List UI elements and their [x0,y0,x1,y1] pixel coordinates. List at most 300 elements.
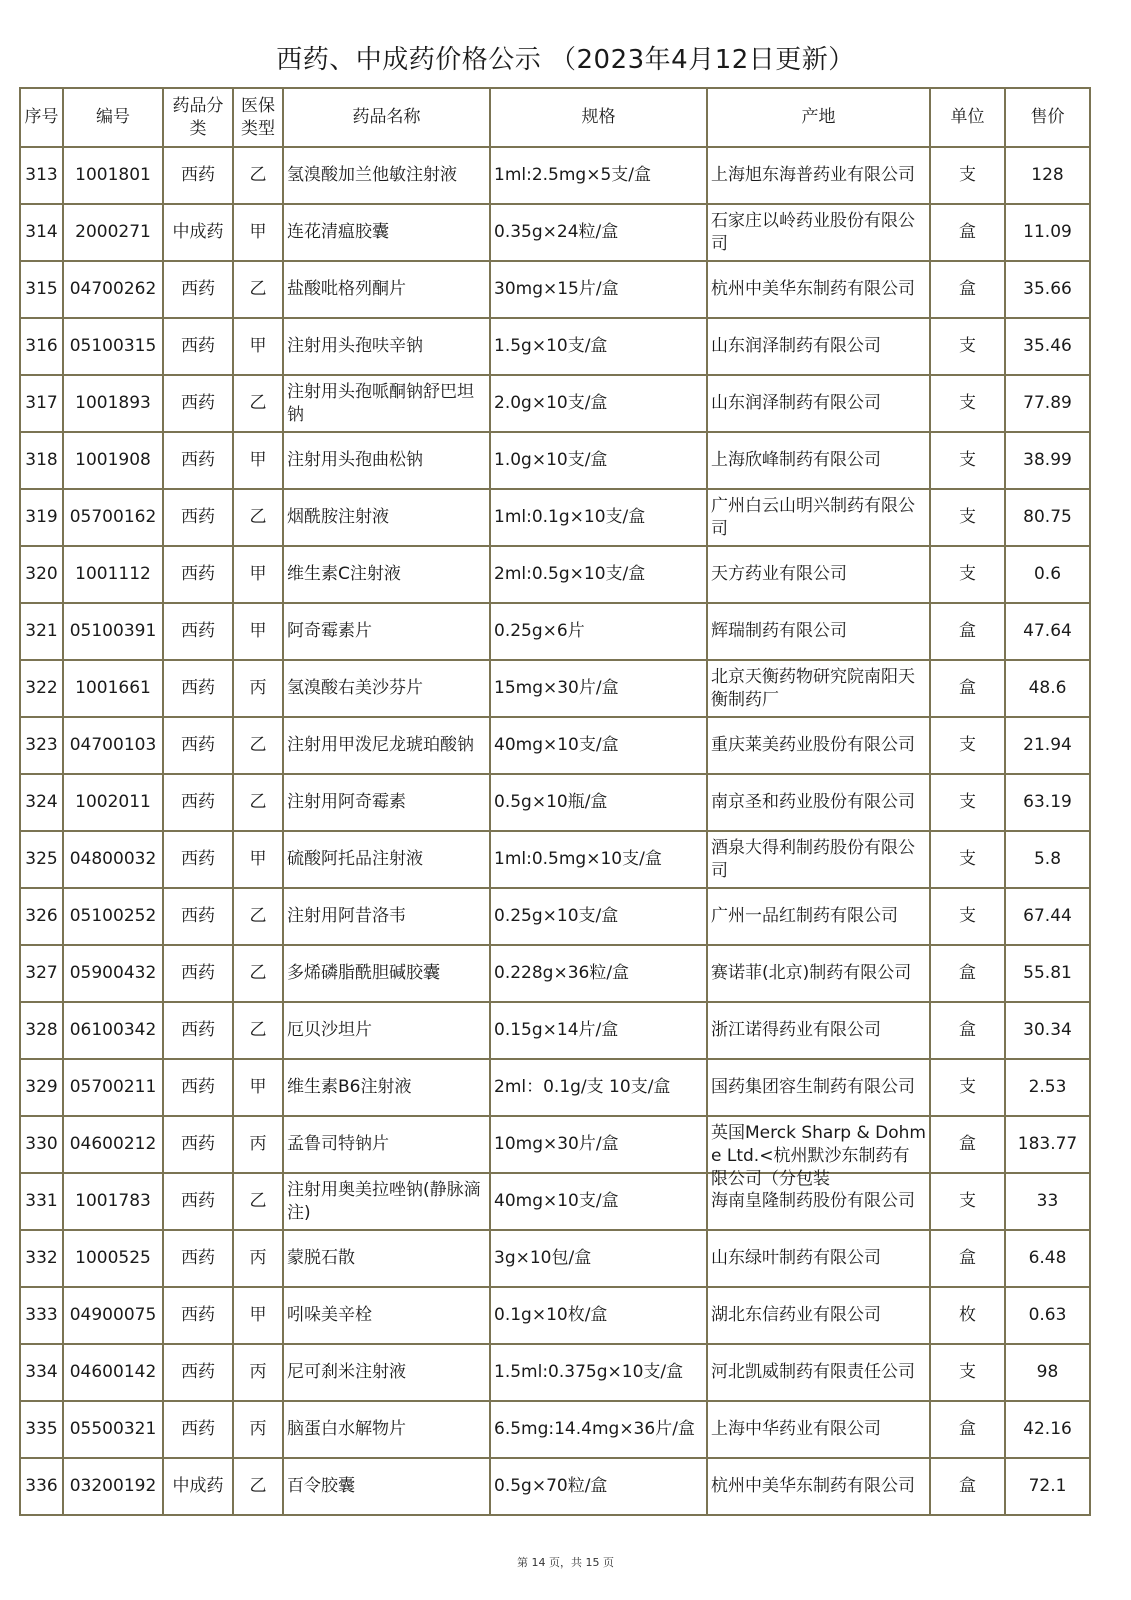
col-price-text: 21.94 [1023,735,1072,755]
col-spec [490,603,707,660]
col-unit [930,774,1005,831]
col-price [1005,1230,1090,1287]
table-header [20,88,1090,147]
col-index [20,432,63,489]
col-drug-name-text: 百令胶囊 [287,1476,355,1496]
col-origin [707,147,930,204]
col-insurance [233,261,283,318]
col-origin [707,261,930,318]
col-price-text: 0.6 [1033,564,1062,584]
table-row [20,318,1090,375]
table-row [20,717,1090,774]
col-origin-text: 湖北东信药业有限公司 [711,1305,881,1325]
col-origin [707,432,930,489]
col-unit-text: 支 [959,450,976,470]
col-unit [930,945,1005,1002]
col-code-text: 05700162 [69,507,157,527]
col-spec [490,1344,707,1401]
table-row [20,1230,1090,1287]
col-unit-text: 支 [959,906,976,926]
col-code-text: 04700262 [69,279,157,299]
col-origin [707,603,930,660]
col-price-text: 98 [1036,1362,1059,1382]
col-price-text: 35.66 [1023,279,1072,299]
col-insurance-text: 甲 [249,336,267,356]
col-code [63,1458,163,1515]
col-index-text: 326 [25,906,58,926]
col-origin [707,1287,930,1344]
col-index-text: 316 [25,336,58,356]
col-price-text: 48.6 [1028,678,1067,698]
col-category-text: 西药 [181,963,215,983]
col-code [63,1002,163,1059]
col-insurance-text: 乙 [249,507,267,527]
col-price [1005,1344,1090,1401]
col-index [20,831,63,888]
col-code [63,1173,163,1230]
col-origin [707,717,930,774]
col-unit [930,1344,1005,1401]
col-drug-name [283,1059,490,1116]
col-origin-text: 海南皇隆制药股份有限公司 [711,1191,915,1211]
col-insurance [233,204,283,261]
col-category-text: 西药 [181,165,215,185]
col-price [1005,888,1090,945]
col-category [163,1401,233,1458]
col-spec-text: 1.5g×10支/盒 [494,336,608,356]
table-row [20,1002,1090,1059]
col-spec-text: 15mg×30片/盒 [494,678,619,698]
col-insurance-text: 甲 [249,621,267,641]
col-price [1005,1173,1090,1230]
page-footer: 第 14 页，共 15 页 [517,1556,614,1569]
col-unit [930,1173,1005,1230]
col-origin-text: 山东润泽制药有限公司 [711,393,881,413]
col-index-text: 319 [25,507,58,527]
col-price [1005,1059,1090,1116]
col-price-text: 80.75 [1023,507,1072,527]
col-category [163,774,233,831]
col-unit-text: 支 [959,849,976,869]
col-drug-name [283,945,490,1002]
col-index [20,1344,63,1401]
col-unit-text: 盒 [959,279,976,299]
col-price-text: 2.53 [1028,1077,1067,1097]
col-code [63,147,163,204]
col-origin [707,1458,930,1515]
col-unit [930,1458,1005,1515]
col-spec-text: 0.1g×10枚/盒 [494,1305,608,1325]
table-row [20,546,1090,603]
col-price [1005,1002,1090,1059]
col-price [1005,660,1090,717]
col-category-text: 西药 [181,1134,215,1154]
col-insurance-text: 甲 [249,450,267,470]
col-spec [490,717,707,774]
col-unit [930,1002,1005,1059]
table-row [20,204,1090,261]
col-index [20,1458,63,1515]
col-code-text: 05100315 [69,336,157,356]
col-code-text: 1001783 [75,1191,151,1211]
col-insurance [233,660,283,717]
col-insurance-text: 丙 [249,1134,267,1154]
col-drug-name-text: 注射用阿奇霉素 [287,792,406,812]
col-drug-name [283,660,490,717]
col-insurance [233,432,283,489]
col-origin-text: 辉瑞制药有限公司 [711,621,847,641]
col-insurance-text: 丙 [249,678,267,698]
col-unit-text: 支 [959,1191,976,1211]
col-insurance [233,1059,283,1116]
col-price-text: 77.89 [1023,393,1072,413]
col-insurance [233,831,283,888]
col-category-text: 西药 [181,1020,215,1040]
col-drug-name-text: 蒙脱石散 [287,1248,355,1268]
col-price [1005,261,1090,318]
col-unit-text: 盒 [959,1134,976,1154]
col-price [1005,603,1090,660]
col-drug-name-text: 注射用甲泼尼龙琥珀酸钠 [287,735,474,755]
col-drug-name [283,1116,490,1173]
col-spec-text: 40mg×10支/盒 [494,1191,619,1211]
col-category-text: 西药 [181,621,215,641]
col-unit [930,603,1005,660]
table-row [20,1401,1090,1458]
col-origin [707,831,930,888]
header-col-category: 药品分类 [163,88,233,147]
col-spec [490,147,707,204]
col-spec-text: 1.5ml:0.375g×10支/盒 [494,1362,684,1382]
col-category-text: 西药 [181,1362,215,1382]
col-price [1005,546,1090,603]
col-origin-text: 天方药业有限公司 [711,564,847,584]
col-unit-text: 盒 [959,621,976,641]
col-insurance-text: 甲 [249,564,267,584]
col-index-text: 331 [25,1191,58,1211]
table-row [20,888,1090,945]
col-unit-text: 支 [959,1362,976,1382]
col-category-text: 西药 [181,450,215,470]
col-price-text: 11.09 [1023,222,1072,242]
col-category [163,375,233,432]
col-category [163,603,233,660]
col-price [1005,1116,1090,1173]
col-code [63,318,163,375]
col-unit-text: 枚 [959,1305,976,1325]
col-index [20,1230,63,1287]
col-drug-name-text: 氢溴酸右美沙芬片 [287,678,423,698]
col-origin [707,774,930,831]
col-category [163,888,233,945]
col-index [20,660,63,717]
col-index-text: 320 [25,564,58,584]
col-unit [930,318,1005,375]
col-drug-name-text: 尼可刹米注射液 [287,1362,406,1382]
col-origin-text: 国药集团容生制药有限公司 [711,1077,915,1097]
col-spec [490,1230,707,1287]
col-insurance [233,1401,283,1458]
col-index [20,1401,63,1458]
col-index-text: 313 [25,165,58,185]
table-row [20,945,1090,1002]
table-row [20,774,1090,831]
col-unit [930,1059,1005,1116]
col-spec [490,888,707,945]
col-origin [707,375,930,432]
col-category [163,660,233,717]
col-drug-name [283,318,490,375]
col-price-text: 0.63 [1028,1305,1067,1325]
col-insurance-text: 乙 [249,906,267,926]
col-origin-text: 山东绿叶制药有限公司 [711,1248,881,1268]
col-drug-name [283,603,490,660]
col-unit [930,660,1005,717]
col-origin [707,318,930,375]
col-index [20,546,63,603]
col-category [163,204,233,261]
col-insurance-text: 甲 [249,1077,267,1097]
col-index [20,1059,63,1116]
col-insurance [233,546,283,603]
col-origin-text: 石家庄以岭药业股份有限公司 [711,210,915,254]
col-origin-text: 广州白云山明兴制药有限公司 [711,495,915,539]
col-spec-text: 1ml:2.5mg×5支/盒 [494,165,652,185]
col-insurance [233,1344,283,1401]
col-code [63,774,163,831]
table-row [20,375,1090,432]
col-insurance [233,1116,283,1173]
col-category-text: 西药 [181,507,215,527]
col-code-text: 1000525 [75,1248,151,1268]
col-spec [490,774,707,831]
col-drug-name-text: 烟酰胺注射液 [287,507,389,527]
col-unit-text: 支 [959,564,976,584]
col-spec [490,1059,707,1116]
col-code [63,1059,163,1116]
col-unit-text: 盒 [959,678,976,698]
col-code [63,204,163,261]
col-origin [707,1059,930,1116]
col-origin-text: 上海中华药业有限公司 [711,1419,881,1439]
col-price-text: 67.44 [1023,906,1072,926]
col-category-text: 西药 [181,792,215,812]
col-category-text: 西药 [181,735,215,755]
col-spec-text: 0.35g×24粒/盒 [494,222,619,242]
col-origin-text: 山东润泽制药有限公司 [711,336,881,356]
col-category-text: 西药 [181,1191,215,1211]
col-spec-text: 40mg×10支/盒 [494,735,619,755]
col-category-text: 西药 [181,906,215,926]
col-index [20,1002,63,1059]
table-body [20,147,1090,1515]
col-drug-name [283,1344,490,1401]
col-origin-text: 广州一品红制药有限公司 [711,906,898,926]
col-origin [707,204,930,261]
col-code-text: 05500321 [69,1419,157,1439]
col-insurance-text: 丙 [249,1362,267,1382]
col-spec [490,1287,707,1344]
col-unit [930,1287,1005,1344]
col-price [1005,717,1090,774]
col-code-text: 04800032 [69,849,157,869]
col-index-text: 332 [25,1248,58,1268]
col-price-text: 47.64 [1023,621,1072,641]
header-col-insurance: 医保类型 [233,88,283,147]
col-insurance-text: 甲 [249,1305,267,1325]
col-index-text: 336 [25,1476,58,1496]
col-price [1005,1287,1090,1344]
col-unit [930,1401,1005,1458]
col-insurance-text: 乙 [249,1191,267,1211]
col-drug-name-text: 吲哚美辛栓 [287,1305,372,1325]
col-price-text: 6.48 [1028,1248,1067,1268]
col-insurance-text: 甲 [249,849,267,869]
table-row [20,261,1090,318]
col-spec-text: 3g×10包/盒 [494,1248,592,1268]
col-category-text: 中成药 [172,222,224,242]
col-code [63,1287,163,1344]
col-index-text: 321 [25,621,58,641]
col-index-text: 328 [25,1020,58,1040]
header-col-price: 售价 [1005,88,1090,147]
col-code-text: 1001661 [75,678,151,698]
col-index-text: 315 [25,279,58,299]
col-code [63,432,163,489]
header-col-drug-name: 药品名称 [283,88,490,147]
col-index-text: 317 [25,393,58,413]
col-origin [707,1002,930,1059]
col-index [20,1173,63,1230]
col-drug-name [283,831,490,888]
col-insurance-text: 乙 [249,792,267,812]
col-unit [930,546,1005,603]
col-spec [490,318,707,375]
col-drug-name [283,1401,490,1458]
col-price [1005,945,1090,1002]
col-category-text: 西药 [181,564,215,584]
col-origin [707,945,930,1002]
col-drug-name-text: 阿奇霉素片 [287,621,372,641]
table-row [20,1059,1090,1116]
col-insurance-text: 丙 [249,1248,267,1268]
col-spec [490,1002,707,1059]
col-index-text: 330 [25,1134,58,1154]
col-origin-text: 英国Merck Sharp & Dohme Ltd.<杭州默沙东制药有限公司（分包装 [711,1122,926,1189]
table-row [20,1116,1090,1173]
col-category [163,831,233,888]
col-index-text: 334 [25,1362,58,1382]
table-row [20,489,1090,546]
col-code [63,717,163,774]
col-unit [930,261,1005,318]
col-spec [490,375,707,432]
col-category [163,1230,233,1287]
col-insurance [233,774,283,831]
col-code-text: 1001801 [75,165,151,185]
header-col-unit: 单位 [930,88,1005,147]
col-category [163,1059,233,1116]
col-origin [707,1401,930,1458]
col-insurance [233,1458,283,1515]
col-category-text: 中成药 [172,1476,224,1496]
col-code-text: 2000271 [75,222,151,242]
col-drug-name-text: 厄贝沙坦片 [287,1020,372,1040]
col-category-text: 西药 [181,336,215,356]
header-col-spec: 规格 [490,88,707,147]
col-insurance [233,945,283,1002]
col-code [63,1401,163,1458]
col-unit-text: 支 [959,792,976,812]
col-code-text: 04600142 [69,1362,157,1382]
col-drug-name [283,1002,490,1059]
col-code [63,1116,163,1173]
col-unit [930,888,1005,945]
col-index-text: 318 [25,450,58,470]
col-unit [930,1230,1005,1287]
col-price [1005,318,1090,375]
col-unit [930,717,1005,774]
col-insurance [233,318,283,375]
header-col-index: 序号 [20,88,63,147]
col-code-text: 05100252 [69,906,157,926]
col-drug-name-text: 多烯磷脂酰胆碱胶囊 [287,963,440,983]
col-drug-name [283,1287,490,1344]
col-origin-text: 浙江诺得药业有限公司 [711,1020,881,1040]
col-insurance-text: 乙 [249,279,267,299]
col-category [163,1344,233,1401]
col-drug-name-text: 注射用阿昔洛韦 [287,906,406,926]
col-insurance [233,1287,283,1344]
header-col-code: 编号 [63,88,163,147]
col-spec [490,831,707,888]
col-index-text: 325 [25,849,58,869]
col-code-text: 1001908 [75,450,151,470]
col-price-text: 30.34 [1023,1020,1072,1040]
col-category [163,261,233,318]
col-unit-text: 盒 [959,963,976,983]
col-code-text: 06100342 [69,1020,157,1040]
col-price-text: 33 [1036,1191,1059,1211]
col-category [163,717,233,774]
col-drug-name-text: 脑蛋白水解物片 [287,1419,406,1439]
col-spec [490,261,707,318]
col-spec-text: 2ml：0.1g/支 10支/盒 [494,1077,671,1097]
col-unit [930,204,1005,261]
col-index-text: 329 [25,1077,58,1097]
col-drug-name-text: 注射用头孢呋辛钠 [287,336,423,356]
col-spec [490,489,707,546]
col-price-text: 5.8 [1033,849,1062,869]
col-origin [707,489,930,546]
col-origin-text: 南京圣和药业股份有限公司 [711,792,915,812]
col-unit-text: 盒 [959,1419,976,1439]
col-code [63,945,163,1002]
table-row [20,831,1090,888]
col-drug-name-text: 注射用头孢哌酮钠舒巴坦钠 [287,381,474,425]
col-origin [707,1344,930,1401]
col-insurance [233,717,283,774]
col-code-text: 04700103 [69,735,157,755]
col-insurance [233,1173,283,1230]
table-row [20,1173,1090,1230]
col-code [63,1344,163,1401]
col-spec-text: 0.5g×70粒/盒 [494,1476,608,1496]
col-index [20,717,63,774]
col-index [20,888,63,945]
col-spec-text: 0.5g×10瓶/盒 [494,792,608,812]
col-unit [930,1116,1005,1173]
